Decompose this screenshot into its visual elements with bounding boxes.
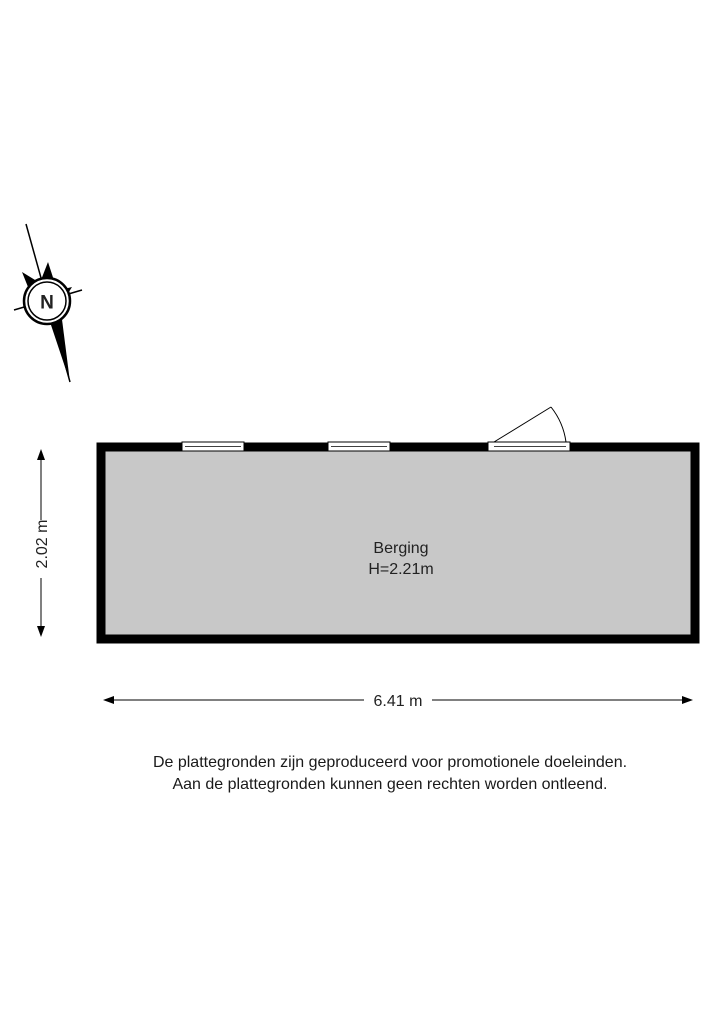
window-2 [328,442,390,451]
width-dimension [103,693,693,710]
north-label: N [40,292,54,314]
width-label: 6.41 m [373,693,423,710]
depth-label: 2.02 m [34,519,51,569]
window-1 [182,442,244,451]
room-height: H=2.21m [368,561,434,578]
disclaimer [0,752,720,796]
disclaimer-line-2: Aan de plattegronden kunnen geen rechten worden ontleend. [172,776,608,793]
depth-dimension [34,449,51,637]
door [488,407,570,451]
north-arrow-icon [14,224,82,382]
room-name: Berging [373,540,429,557]
disclaimer-line-1: De plattegronden zijn geproduceerd voor promotionele doeleinden. [152,754,628,771]
